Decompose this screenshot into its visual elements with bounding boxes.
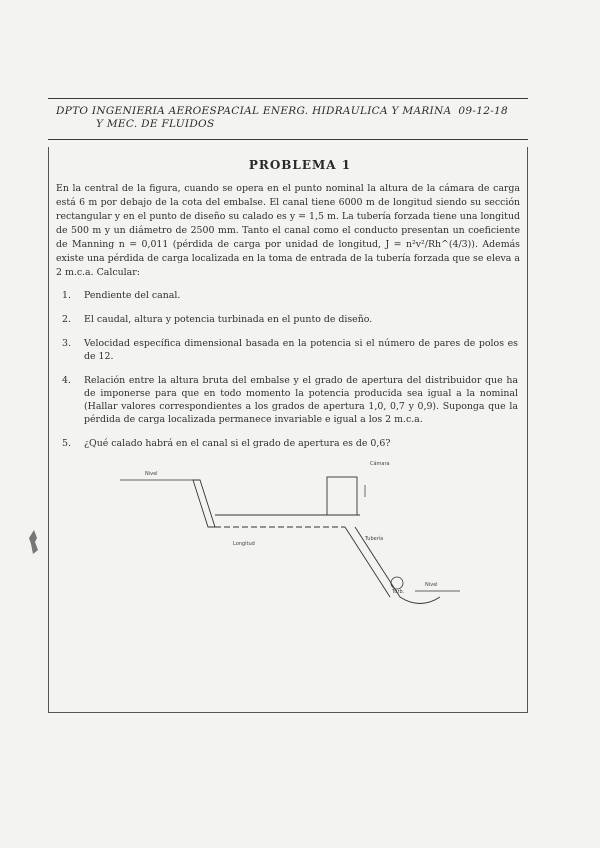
question-number: 4. bbox=[62, 375, 71, 386]
question-text: Velocidad específica dimensional basada en la potencia si el número de pares de polos es de 12. bbox=[84, 338, 518, 362]
canal-label: Longitud bbox=[233, 541, 255, 547]
question-number: 3. bbox=[62, 338, 71, 349]
hydro-plant-figure bbox=[115, 455, 475, 615]
turbine-label: Turb. bbox=[392, 589, 405, 595]
department-line-2: Y MEC. DE FLUIDOS bbox=[96, 118, 215, 130]
surge-chamber bbox=[327, 477, 357, 515]
question-text: ¿Qué calado habrá en el canal si el grado de apertura es de 0,6? bbox=[84, 438, 391, 449]
reservoir-label: Nivel bbox=[145, 471, 158, 477]
question-item bbox=[62, 289, 518, 302]
penstock-label: Tubería bbox=[365, 536, 384, 542]
document-header bbox=[48, 98, 528, 140]
question-text: El caudal, altura y potencia turbinada en el punto de diseño. bbox=[84, 314, 373, 325]
question-number: 5. bbox=[62, 438, 71, 449]
department-line-1: DPTO INGENIERIA AEROESPACIAL ENERG. HIDRAULICA Y MARINA bbox=[56, 105, 452, 117]
question-item bbox=[62, 313, 518, 326]
exam-date: 09-12-18 bbox=[458, 105, 508, 117]
outlet-basin bbox=[400, 597, 440, 604]
problem-title: PROBLEMA 1 bbox=[248, 158, 352, 172]
question-text: Relación entre la altura bruta del embalse y el grado de apertura del distribuidor que ha de imponerse para que en todo momento la potencia producida sea igual a la nominal (Hallar valores correspondientes a los grados de apertura 1,0, 0,7 y 0,9). Suponga que la pérdida de carga localizada permanece invariable e igual a los 2 m.c.a. bbox=[84, 375, 518, 425]
question-item bbox=[62, 374, 518, 426]
chamber-label: Cámara bbox=[370, 461, 390, 467]
outlet-label: Nivel bbox=[425, 582, 438, 588]
question-item bbox=[62, 437, 518, 450]
turbine-shape bbox=[391, 577, 403, 589]
ink-smudge bbox=[28, 530, 40, 554]
problem-statement: En la central de la figura, cuando se opera en el punto nominal la altura de la cámara de carga está 6 m por debajo de la cota del embalse. El canal tiene 6000 m de longitud siendo su sección rectangular y en el punto de diseño su calado es y = 1,5 m. La tubería forzada tiene una longitud de 500 m y un diámetro de 2500 mm. Tanto el canal como el conducto presentan un coeficiente de Manning n = 0,011 (pérdida de carga por unidad de longitud, J = n²v²/Rh^(4/3)). Además existe una pérdida de carga localizada en la toma de entrada de la tubería forzada que se eleva a 2 m.c.a. Calcular: bbox=[56, 183, 520, 278]
question-item bbox=[62, 337, 518, 363]
question-number: 1. bbox=[62, 290, 71, 301]
dam-wall bbox=[193, 480, 215, 527]
question-text: Pendiente del canal. bbox=[84, 290, 181, 301]
question-number: 2. bbox=[62, 314, 71, 325]
